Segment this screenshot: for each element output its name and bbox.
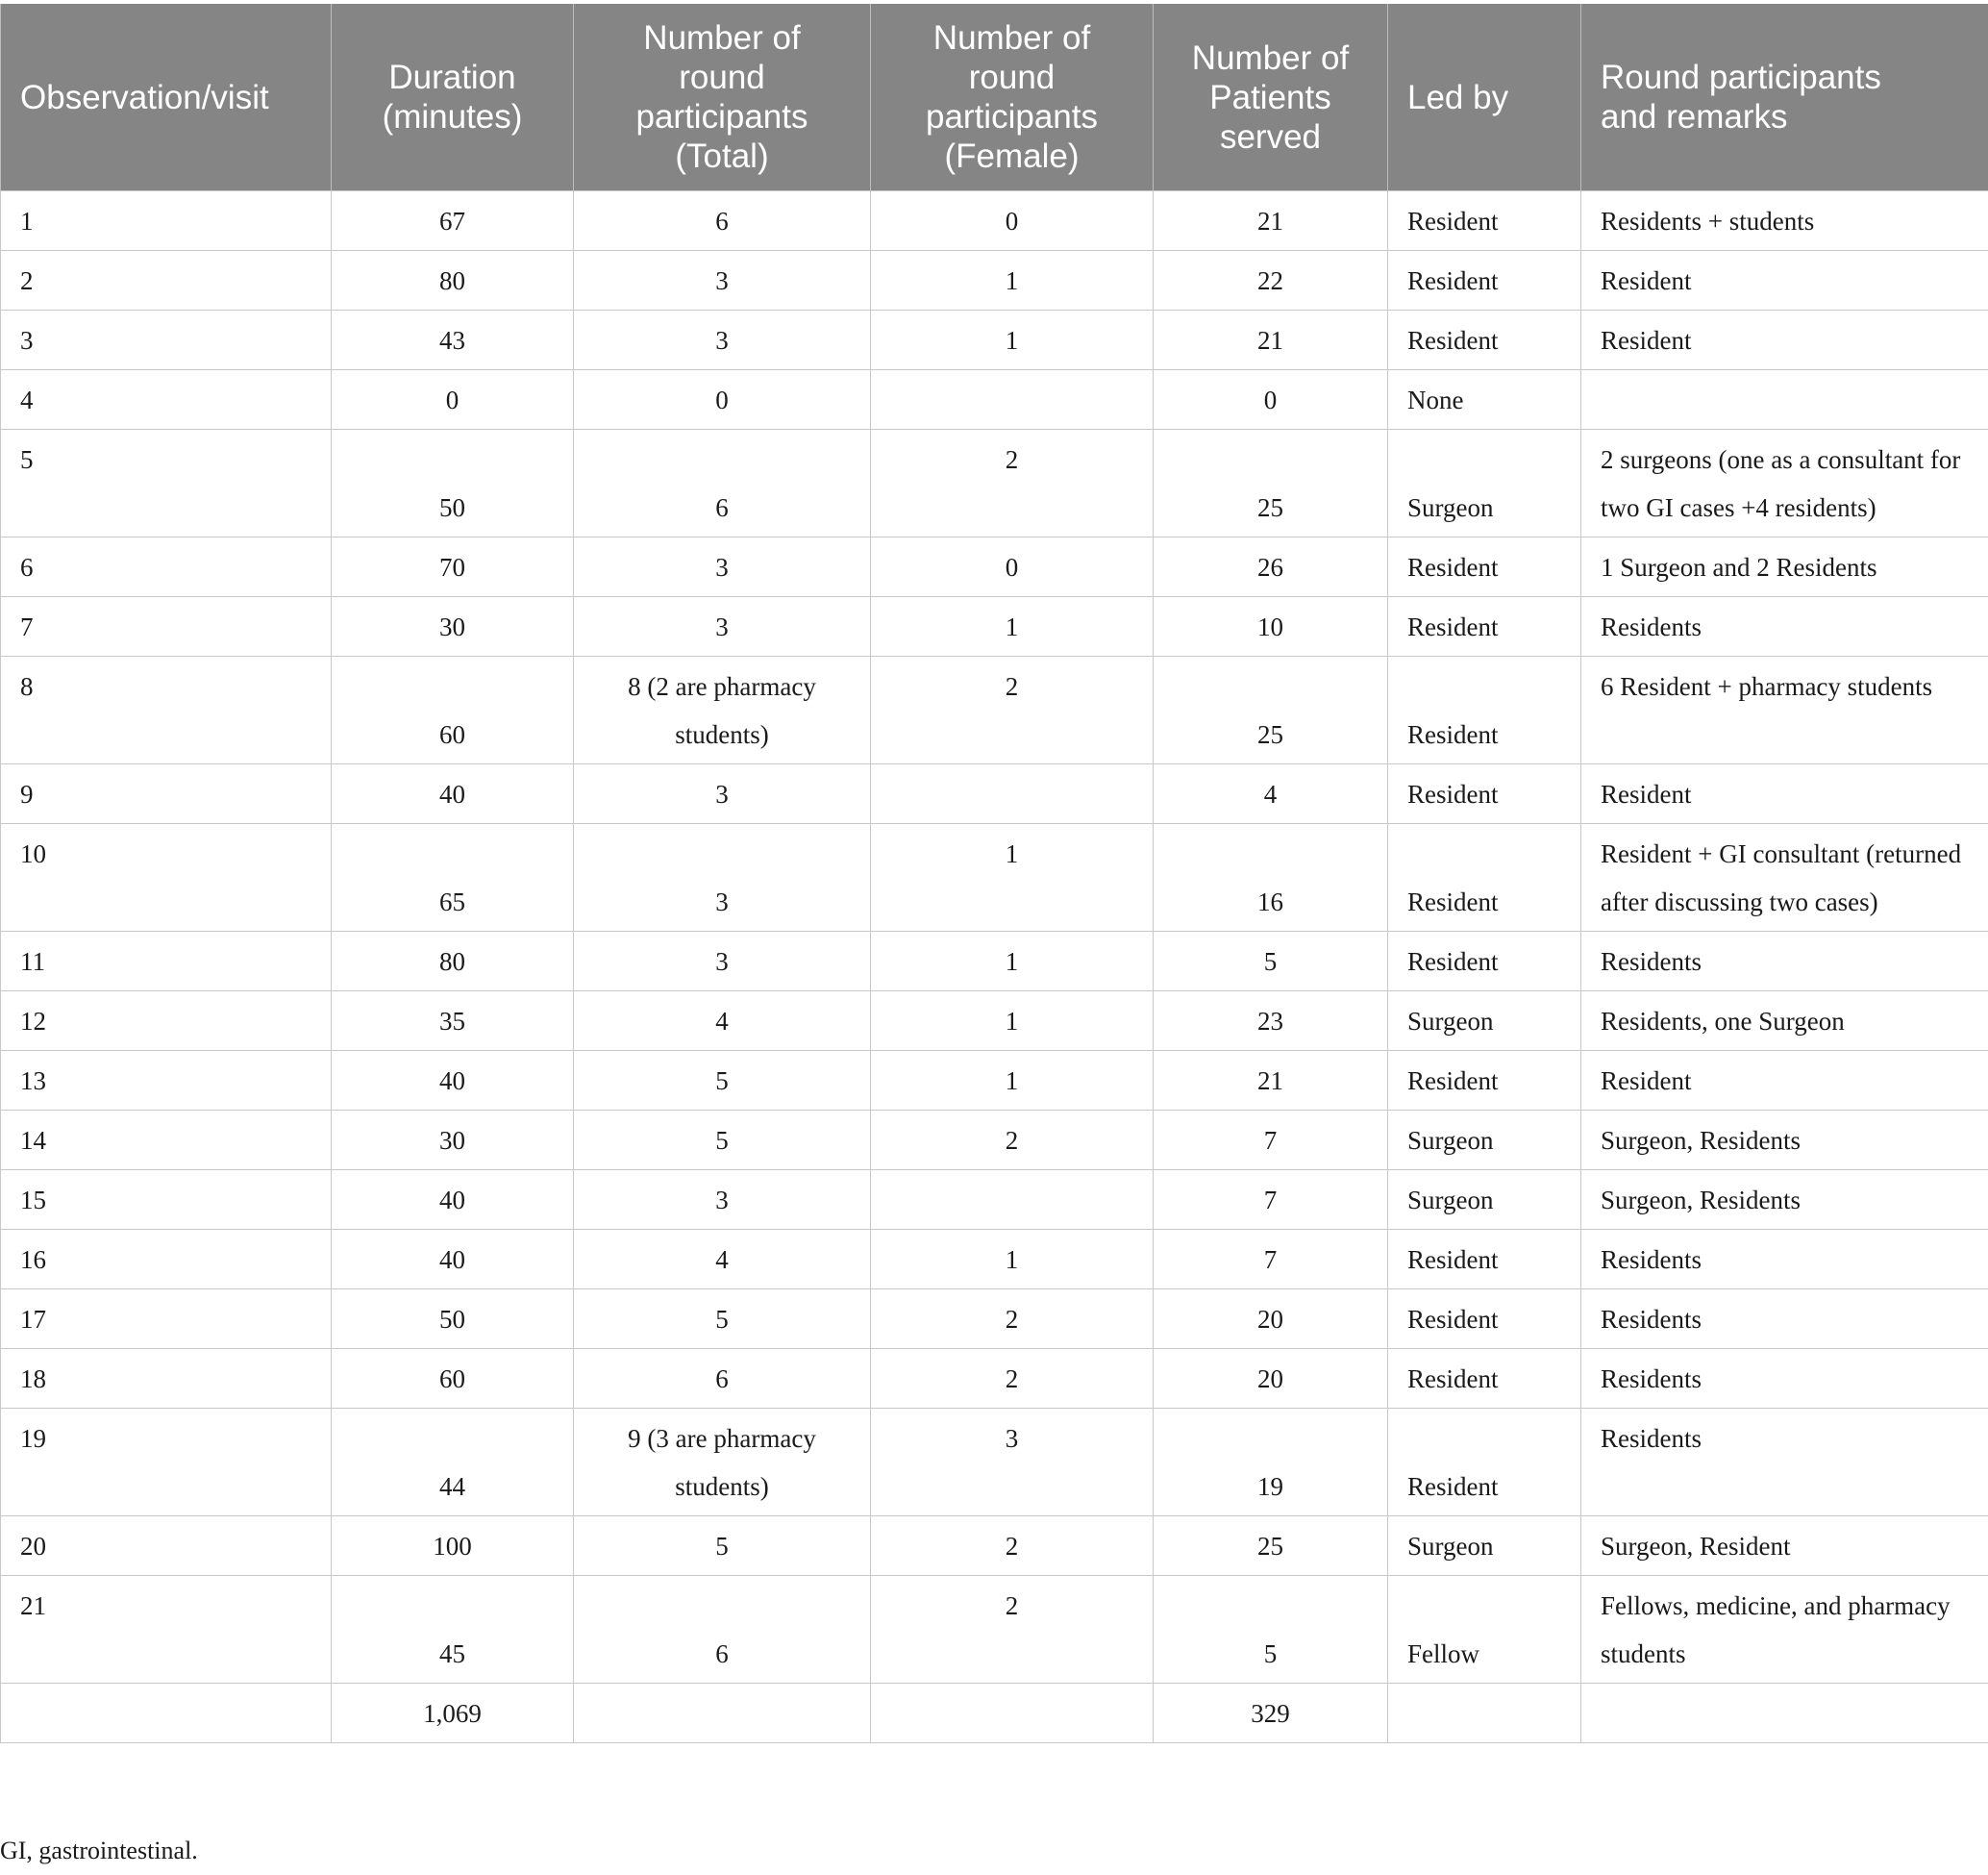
cell-patients-served: 22 bbox=[1154, 251, 1388, 311]
cell-observation: 6 bbox=[1, 538, 332, 597]
cell-remarks: Residents bbox=[1581, 1230, 1988, 1289]
cell-participants-total: 0 bbox=[574, 370, 871, 430]
cell-observation: 18 bbox=[1, 1349, 332, 1409]
cell-participants-female: 0 bbox=[871, 538, 1154, 597]
cell-participants-total: 3 bbox=[574, 932, 871, 991]
cell-remarks: Residents + students bbox=[1581, 191, 1988, 251]
cell-participants-total: 3 bbox=[574, 1170, 871, 1230]
cell-duration: 80 bbox=[332, 932, 574, 991]
cell-observation: 1 bbox=[1, 191, 332, 251]
cell-duration: 44 bbox=[332, 1409, 574, 1516]
cell-duration: 30 bbox=[332, 1111, 574, 1170]
cell-participants-total: 6 bbox=[574, 191, 871, 251]
cell-led-by: Surgeon bbox=[1388, 991, 1581, 1051]
cell-remarks: Resident bbox=[1581, 1051, 1988, 1111]
cell-observation: 10 bbox=[1, 824, 332, 932]
cell-duration: 43 bbox=[332, 311, 574, 370]
cell-led-by: Surgeon bbox=[1388, 1170, 1581, 1230]
cell-remarks: Resident + GI consultant (returned after discussing two cases) bbox=[1581, 824, 1988, 932]
cell-led-by: Resident bbox=[1388, 764, 1581, 824]
cell-remarks: Surgeon, Residents bbox=[1581, 1170, 1988, 1230]
cell-patients-served: 21 bbox=[1154, 1051, 1388, 1111]
table-row bbox=[1, 1170, 1988, 1230]
cell-participants-total: 4 bbox=[574, 1230, 871, 1289]
cell-duration: 40 bbox=[332, 1230, 574, 1289]
header-duration: Duration (minutes) bbox=[332, 4, 574, 191]
cell-duration: 100 bbox=[332, 1516, 574, 1576]
table-row bbox=[1, 1051, 1988, 1111]
cell-led-by: Resident bbox=[1388, 538, 1581, 597]
table-row bbox=[1, 191, 1988, 251]
cell-patients-served: 21 bbox=[1154, 191, 1388, 251]
cell-led-by: Resident bbox=[1388, 1230, 1581, 1289]
cell-remarks: Resident bbox=[1581, 311, 1988, 370]
cell-remarks: Residents bbox=[1581, 597, 1988, 657]
cell-duration: 60 bbox=[332, 1349, 574, 1409]
table-row bbox=[1, 824, 1988, 932]
cell-patients-served: 25 bbox=[1154, 1516, 1388, 1576]
cell-patients-served: 5 bbox=[1154, 1576, 1388, 1684]
cell-participants-total: 3 bbox=[574, 764, 871, 824]
cell-patients-served: 0 bbox=[1154, 370, 1388, 430]
cell-led-by: Resident bbox=[1388, 657, 1581, 764]
cell-led-by: Resident bbox=[1388, 597, 1581, 657]
cell-duration: 1,069 bbox=[332, 1684, 574, 1743]
header-observation: Observation/visit bbox=[1, 4, 332, 191]
table-row bbox=[1, 1111, 1988, 1170]
cell-observation: 2 bbox=[1, 251, 332, 311]
cell-led-by: Resident bbox=[1388, 824, 1581, 932]
cell-remarks: Residents bbox=[1581, 1289, 1988, 1349]
cell-participants-total: 4 bbox=[574, 991, 871, 1051]
cell-observation: 20 bbox=[1, 1516, 332, 1576]
cell-observation: 4 bbox=[1, 370, 332, 430]
table-row bbox=[1, 657, 1988, 764]
cell-led-by: Resident bbox=[1388, 1289, 1581, 1349]
cell-patients-served: 329 bbox=[1154, 1684, 1388, 1743]
cell-led-by: Surgeon bbox=[1388, 1516, 1581, 1576]
cell-participants-total: 6 bbox=[574, 1349, 871, 1409]
table-body bbox=[1, 191, 1988, 1743]
cell-observation: 11 bbox=[1, 932, 332, 991]
table-row bbox=[1, 932, 1988, 991]
table-row bbox=[1, 1409, 1988, 1516]
cell-remarks: Surgeon, Residents bbox=[1581, 1111, 1988, 1170]
cell-led-by: Surgeon bbox=[1388, 430, 1581, 538]
cell-remarks: Residents bbox=[1581, 1349, 1988, 1409]
cell-participants-female: 1 bbox=[871, 1230, 1154, 1289]
cell-duration: 60 bbox=[332, 657, 574, 764]
cell-patients-served: 7 bbox=[1154, 1111, 1388, 1170]
cell-participants-female: 1 bbox=[871, 932, 1154, 991]
cell-patients-served: 25 bbox=[1154, 657, 1388, 764]
table-row bbox=[1, 1289, 1988, 1349]
cell-remarks: Residents bbox=[1581, 1409, 1988, 1516]
cell-patients-served: 10 bbox=[1154, 597, 1388, 657]
cell-participants-female: 1 bbox=[871, 597, 1154, 657]
cell-patients-served: 20 bbox=[1154, 1289, 1388, 1349]
header-participants-female: Number of round participants (Female) bbox=[871, 4, 1154, 191]
cell-duration: 0 bbox=[332, 370, 574, 430]
header-patients-served: Number of Patients served bbox=[1154, 4, 1388, 191]
cell-patients-served: 4 bbox=[1154, 764, 1388, 824]
cell-participants-female: 1 bbox=[871, 991, 1154, 1051]
cell-participants-female: 2 bbox=[871, 1516, 1154, 1576]
cell-duration: 40 bbox=[332, 764, 574, 824]
table-header bbox=[1, 4, 1988, 191]
table-row bbox=[1, 764, 1988, 824]
observation-table bbox=[0, 4, 1988, 1743]
table-row bbox=[1, 370, 1988, 430]
cell-participants-female: 2 bbox=[871, 1576, 1154, 1684]
cell-remarks: Resident bbox=[1581, 251, 1988, 311]
cell-participants-female: 2 bbox=[871, 430, 1154, 538]
cell-participants-female: 1 bbox=[871, 311, 1154, 370]
cell-participants-female: 3 bbox=[871, 1409, 1154, 1516]
table-row bbox=[1, 1230, 1988, 1289]
cell-duration: 40 bbox=[332, 1170, 574, 1230]
cell-observation: 14 bbox=[1, 1111, 332, 1170]
table-row bbox=[1, 1576, 1988, 1684]
cell-remarks: Residents bbox=[1581, 932, 1988, 991]
cell-participants-female: 2 bbox=[871, 657, 1154, 764]
cell-participants-female: 0 bbox=[871, 191, 1154, 251]
cell-patients-served: 5 bbox=[1154, 932, 1388, 991]
cell-led-by: Resident bbox=[1388, 251, 1581, 311]
cell-patients-served: 7 bbox=[1154, 1170, 1388, 1230]
cell-participants-female: 2 bbox=[871, 1111, 1154, 1170]
cell-participants-total: 5 bbox=[574, 1111, 871, 1170]
footnote: GI, gastrointestinal. bbox=[0, 1837, 198, 1864]
cell-remarks bbox=[1581, 1684, 1988, 1743]
cell-led-by: None bbox=[1388, 370, 1581, 430]
cell-participants-total: 5 bbox=[574, 1289, 871, 1349]
cell-remarks: Resident bbox=[1581, 764, 1988, 824]
cell-participants-female: 2 bbox=[871, 1289, 1154, 1349]
cell-duration: 40 bbox=[332, 1051, 574, 1111]
cell-patients-served: 25 bbox=[1154, 430, 1388, 538]
cell-participants-total: 5 bbox=[574, 1051, 871, 1111]
cell-duration: 30 bbox=[332, 597, 574, 657]
table-row bbox=[1, 597, 1988, 657]
table-row bbox=[1, 1349, 1988, 1409]
cell-led-by: Surgeon bbox=[1388, 1111, 1581, 1170]
table-row bbox=[1, 538, 1988, 597]
cell-remarks: Residents, one Surgeon bbox=[1581, 991, 1988, 1051]
header-led-by: Led by bbox=[1388, 4, 1581, 191]
cell-duration: 70 bbox=[332, 538, 574, 597]
cell-observation: 9 bbox=[1, 764, 332, 824]
header-remarks: Round participants and remarks bbox=[1581, 4, 1988, 191]
cell-duration: 65 bbox=[332, 824, 574, 932]
cell-remarks: Fellows, medicine, and pharmacy students bbox=[1581, 1576, 1988, 1684]
cell-patients-served: 23 bbox=[1154, 991, 1388, 1051]
cell-participants-female: 1 bbox=[871, 824, 1154, 932]
cell-duration: 67 bbox=[332, 191, 574, 251]
cell-patients-served: 26 bbox=[1154, 538, 1388, 597]
cell-participants-total bbox=[574, 1684, 871, 1743]
cell-observation: 7 bbox=[1, 597, 332, 657]
cell-patients-served: 20 bbox=[1154, 1349, 1388, 1409]
cell-participants-total: 8 (2 are pharmacy students) bbox=[574, 657, 871, 764]
cell-participants-total: 3 bbox=[574, 251, 871, 311]
cell-remarks: 6 Resident + pharmacy students bbox=[1581, 657, 1988, 764]
table-row bbox=[1, 1516, 1988, 1576]
header-row bbox=[1, 4, 1988, 191]
table-row bbox=[1, 430, 1988, 538]
cell-duration: 35 bbox=[332, 991, 574, 1051]
cell-observation: 21 bbox=[1, 1576, 332, 1684]
cell-observation: 17 bbox=[1, 1289, 332, 1349]
cell-participants-female bbox=[871, 1684, 1154, 1743]
cell-duration: 80 bbox=[332, 251, 574, 311]
cell-led-by: Resident bbox=[1388, 311, 1581, 370]
cell-participants-total: 5 bbox=[574, 1516, 871, 1576]
cell-participants-female: 1 bbox=[871, 1051, 1154, 1111]
cell-participants-total: 9 (3 are pharmacy students) bbox=[574, 1409, 871, 1516]
cell-participants-total: 3 bbox=[574, 538, 871, 597]
table-row bbox=[1, 1684, 1988, 1743]
cell-participants-female: 2 bbox=[871, 1349, 1154, 1409]
cell-observation: 19 bbox=[1, 1409, 332, 1516]
cell-participants-total: 6 bbox=[574, 1576, 871, 1684]
cell-observation: 13 bbox=[1, 1051, 332, 1111]
cell-led-by: Resident bbox=[1388, 1349, 1581, 1409]
cell-led-by: Resident bbox=[1388, 1051, 1581, 1111]
table-wrapper bbox=[0, 4, 1988, 1743]
cell-participants-total: 3 bbox=[574, 597, 871, 657]
cell-participants-female bbox=[871, 764, 1154, 824]
cell-led-by: Fellow bbox=[1388, 1576, 1581, 1684]
cell-remarks: Surgeon, Resident bbox=[1581, 1516, 1988, 1576]
cell-led-by bbox=[1388, 1684, 1581, 1743]
cell-remarks: 1 Surgeon and 2 Residents bbox=[1581, 538, 1988, 597]
cell-observation: 8 bbox=[1, 657, 332, 764]
cell-led-by: Resident bbox=[1388, 932, 1581, 991]
cell-patients-served: 16 bbox=[1154, 824, 1388, 932]
cell-led-by: Resident bbox=[1388, 191, 1581, 251]
cell-duration: 50 bbox=[332, 1289, 574, 1349]
cell-observation: 5 bbox=[1, 430, 332, 538]
cell-remarks: 2 surgeons (one as a consultant for two GI cases +4 residents) bbox=[1581, 430, 1988, 538]
table-row bbox=[1, 311, 1988, 370]
cell-led-by: Resident bbox=[1388, 1409, 1581, 1516]
header-participants-total: Number of round participants (Total) bbox=[574, 4, 871, 191]
cell-patients-served: 7 bbox=[1154, 1230, 1388, 1289]
cell-observation: 16 bbox=[1, 1230, 332, 1289]
cell-participants-female: 1 bbox=[871, 251, 1154, 311]
cell-observation: 12 bbox=[1, 991, 332, 1051]
cell-patients-served: 21 bbox=[1154, 311, 1388, 370]
cell-duration: 45 bbox=[332, 1576, 574, 1684]
cell-duration: 50 bbox=[332, 430, 574, 538]
cell-observation bbox=[1, 1684, 332, 1743]
table-row bbox=[1, 251, 1988, 311]
cell-participants-total: 3 bbox=[574, 824, 871, 932]
cell-participants-total: 3 bbox=[574, 311, 871, 370]
cell-participants-total: 6 bbox=[574, 430, 871, 538]
cell-participants-female bbox=[871, 1170, 1154, 1230]
cell-observation: 15 bbox=[1, 1170, 332, 1230]
cell-participants-female bbox=[871, 370, 1154, 430]
cell-remarks bbox=[1581, 370, 1988, 430]
table-row bbox=[1, 991, 1988, 1051]
cell-observation: 3 bbox=[1, 311, 332, 370]
cell-patients-served: 19 bbox=[1154, 1409, 1388, 1516]
